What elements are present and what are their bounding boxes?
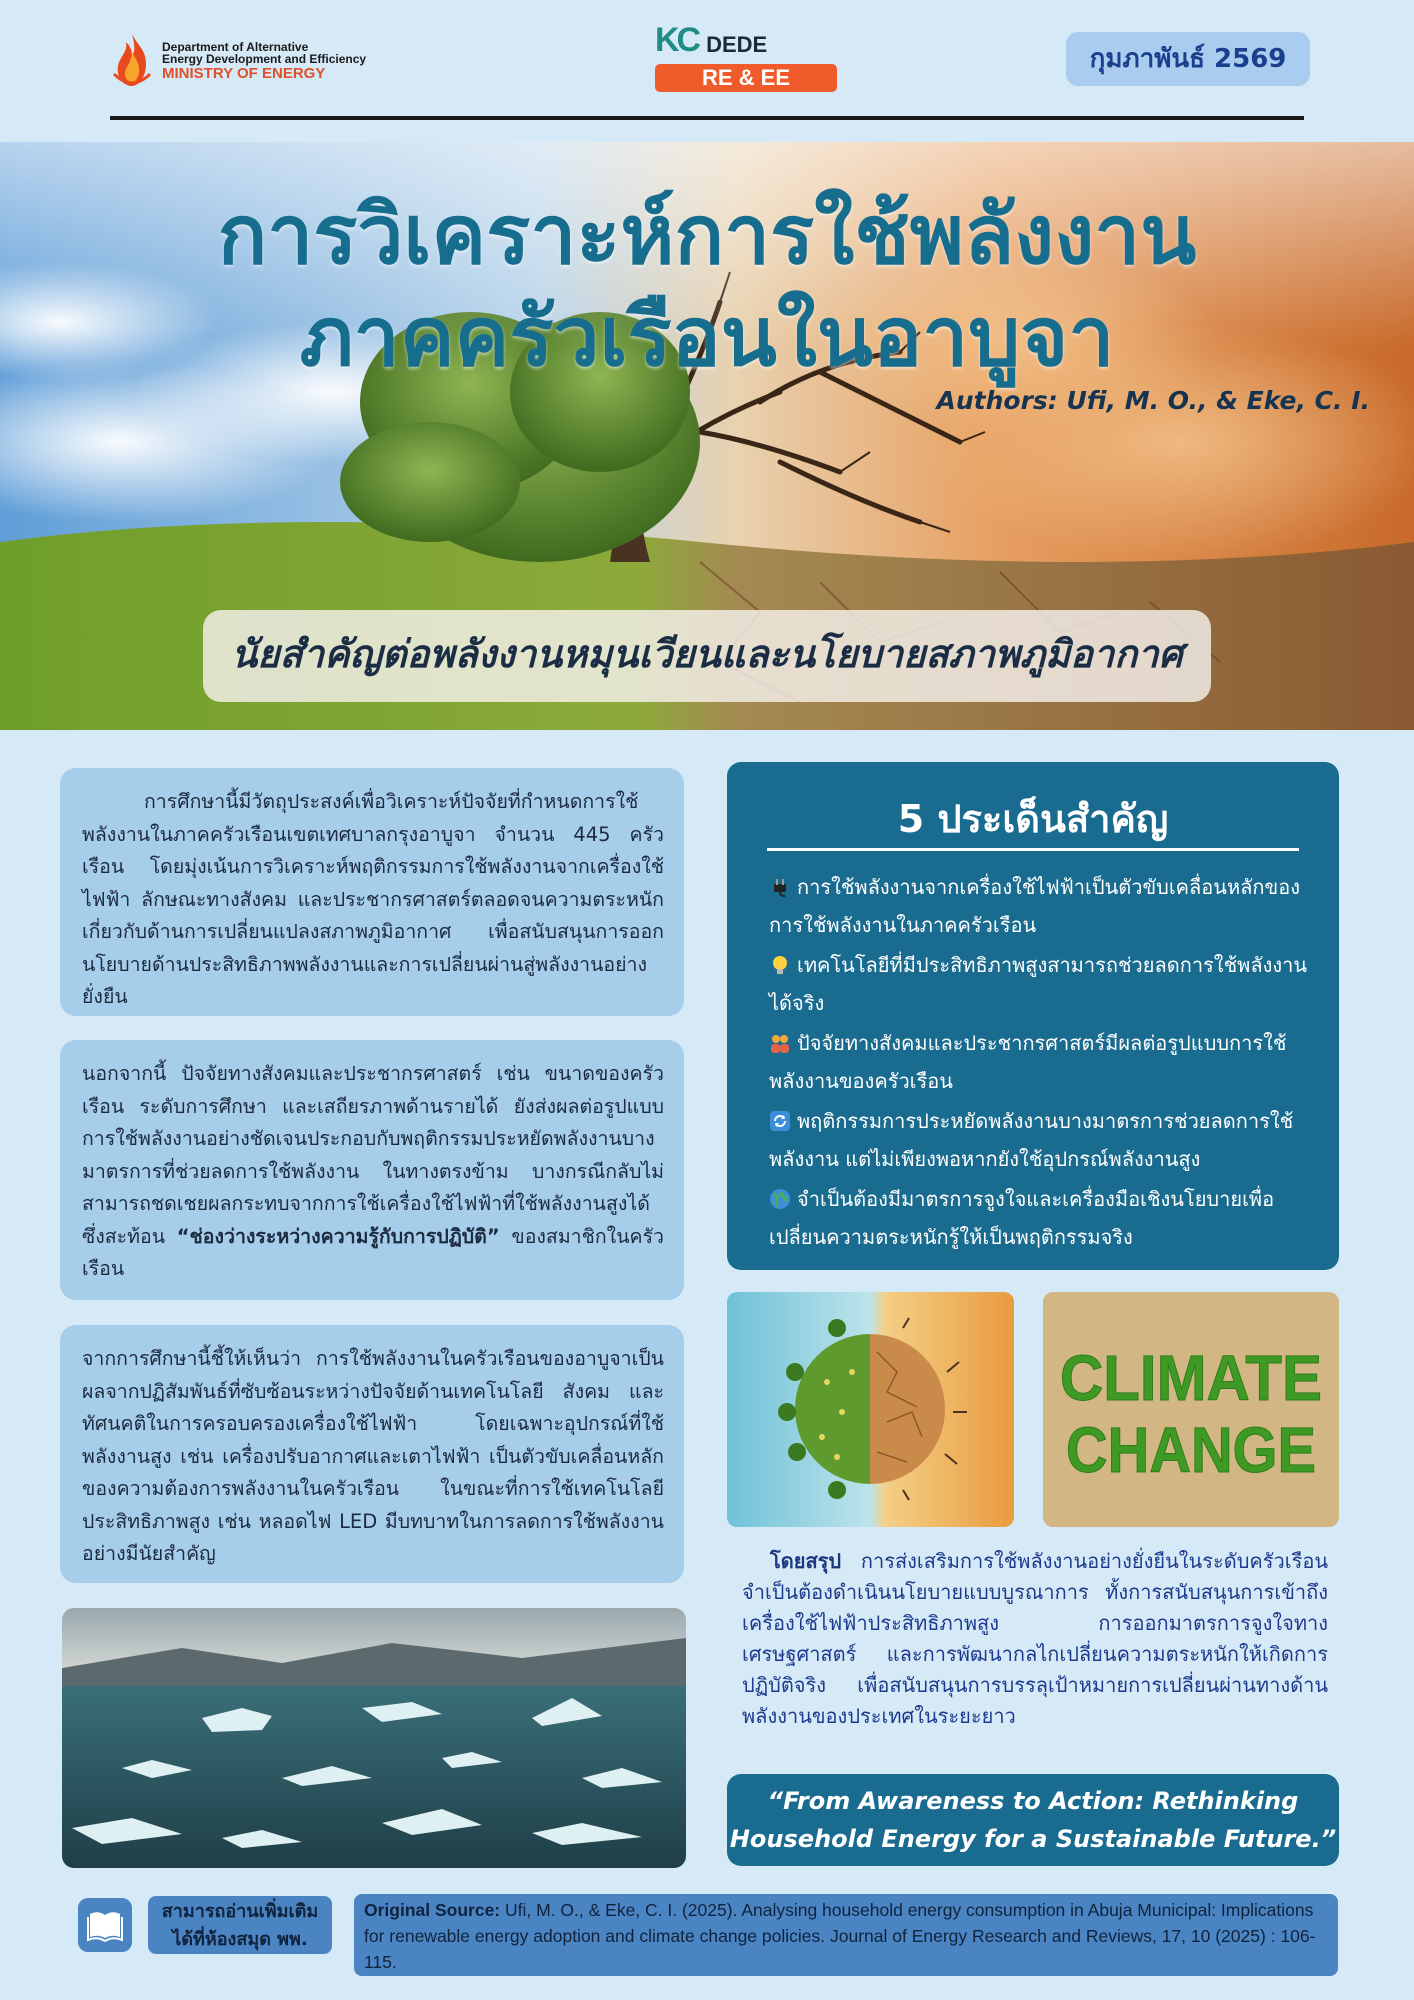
- issue-date-badge: กุมภาพันธ์ 2569: [1066, 32, 1310, 86]
- source-text: Ufi, M. O., & Eke, C. I. (2025). Analysing household energy consumption in Abuja Municipal: Implications for renewable energy adoption and climate change policies. Journal of Energy Research and Reviews, 17, 10 (2025) : 106-115.: [364, 1900, 1316, 1972]
- half-green-half-dry-globe-photo: [727, 1292, 1014, 1527]
- people-icon: [769, 1032, 791, 1054]
- social-factors-text: นอกจากนี้ ปัจจัยทางสังคมและประชากรศาสตร์ เช่น ขนาดของครัวเรือน ระดับการศึกษา และเสถียรภาพด้านรายได้ ยังส่งผลต่อรูปแบบการใช้พลังงานอย่างชัดเจนประกอบกับพฤติกรรมประหยัดพลังงานบางมาตรการที่ช่วยลดการใช้พลังงาน ในทางตรงข้าม บางกรณีกลับไม่สามารถชดเชยผลกระทบจากการใช้เครื่องใช้ไฟฟ้าที่ใช้พลังงานสูงได้ซึ่งสะท้อน: [82, 1062, 664, 1248]
- key-point-5: [769, 1180, 1317, 1256]
- key-points-list: [769, 868, 1317, 1258]
- melting-glacier-photo: [62, 1608, 686, 1868]
- knowledge-practice-gap-quote: “ช่องว่างระหว่างความรู้กับการปฏิบัติ”: [176, 1224, 500, 1248]
- department-name-line2: Energy Development and Efficiency: [162, 52, 367, 67]
- intro-paragraph: การศึกษานี้มีวัตถุประสงค์เพื่อวิเคราะห์ปัจจัยที่กำหนดการใช้พลังงานในภาคครัวเรือนเขตเทศบาลกรุงอาบูจา จำนวน 445 ครัวเรือน โดยมุ่งเน้นการวิเคราะห์พฤติกรรมการใช้พลังงานจากเครื่องใช้ไฟฟ้า ลักษณะทางสังคม และประชากรศาสตร์ตลอดจนความตระหนักเกี่ยวกับด้านการเปลี่ยนแปลงสภาพภูมิอากาศ เพื่อสนับสนุนการออกนโยบายด้านประสิทธิภาพพลังงานและการเปลี่ยนผ่านสู่พลังงานอย่างยั่งยืน: [82, 790, 664, 1008]
- main-title-line1: การวิเคราะห์การใช้พลังงาน: [217, 188, 1197, 283]
- source-label: Original Source:: [364, 1900, 501, 1920]
- closing-quote-line2: Household Energy for a Sustainable Future.”: [729, 1825, 1337, 1853]
- social-factors-paragraph: [82, 1058, 664, 1286]
- library-note-line2: ได้ที่ห้องสมุด พพ.: [172, 1929, 308, 1950]
- globe-icon: [769, 1188, 791, 1210]
- climate-change-cardboard-photo: [1043, 1292, 1339, 1527]
- key-points-title: 5 ประเด็นสำคัญ: [897, 797, 1169, 841]
- climate-word: CLIMATE: [1060, 1342, 1322, 1414]
- key-point-2: [769, 946, 1317, 1022]
- conclusion: [742, 1546, 1328, 1732]
- cycle-icon: [769, 1110, 791, 1132]
- change-word: CHANGE: [1066, 1414, 1316, 1486]
- subtitle-banner: นัยสำคัญต่อพลังงานหมุนเวียนและนโยบายสภาพภูมิอากาศ: [203, 610, 1211, 702]
- department-name-line1: Department of Alternative: [162, 39, 309, 54]
- conclusion-lead: โดยสรุป: [770, 1549, 842, 1573]
- social-factors-box: [60, 1040, 684, 1300]
- social-factors-tail: ของสมาชิกในครัวเรือน: [82, 1224, 664, 1280]
- dede-logo-text: DEDE: [706, 32, 768, 57]
- closing-quote-box: [727, 1774, 1339, 1866]
- key-point-1-text: การใช้พลังงานจากเครื่องใช้ไฟฟ้าเป็นตัวขับเคลื่อนหลักของการใช้พลังงานในภาคครัวเรือน: [769, 875, 1300, 937]
- closing-quote-line1: “From Awareness to Action: Rethinking: [767, 1787, 1299, 1815]
- key-point-3-text: ปัจจัยทางสังคมและประชากรศาสตร์มีผลต่อรูปแบบการใช้พลังงานของครัวเรือน: [769, 1031, 1287, 1093]
- re-ee-badge: RE & EE: [655, 64, 837, 92]
- hero-banner: [0, 142, 1414, 730]
- authors: Authors: Ufi, M. O., & Eke, C. I.: [936, 386, 1370, 415]
- conclusion-text: การส่งเสริมการใช้พลังงานอย่างยั่งยืนในระดับครัวเรือนจำเป็นต้องดำเนินนโยบายแบบบูรณาการ ทั้งการสนับสนุนการเข้าถึงเครื่องใช้ไฟฟ้าประสิทธิภาพสูง การออกมาตรการจูงใจทางเศรษฐศาสตร์ และการพัฒนากลไกเปลี่ยนความตระหนักให้เกิดการปฏิบัติจริง เพื่อสนับสนุนการบรรลุเป้าหมายการเปลี่ยนผ่านทางด้านพลังงานของประเทศในระยะยาว: [742, 1549, 1328, 1728]
- findings-paragraph: จากการศึกษานี้ชี้ให้เห็นว่า การใช้พลังงานในครัวเรือนของอาบูจาเป็นผลจากปฏิสัมพันธ์ที่ซับซ้อนระหว่างปัจจัยด้านเทคโนโลยี สังคม และทัศนคติในการครอบครองเครื่องใช้ไฟฟ้า โดยเฉพาะอุปกรณ์ที่ใช้พลังงานสูง เช่น เครื่องปรับอากาศและเตาไฟฟ้า เป็นตัวขับเคลื่อนหลักของความต้องการพลังงานในครัวเรือน ในขณะที่การใช้เทคโนโลยีประสิทธิภาพสูง เช่น หลอดไฟ LED มีบทบาทในการลดการใช้พลังงานอย่างมีนัยสำคัญ: [82, 1347, 664, 1565]
- key-point-5-text: จำเป็นต้องมีมาตรการจูงใจและเครื่องมือเชิงนโยบายเพื่อเปลี่ยนความตระหนักรู้ให้เป็นพฤติกรรมจริง: [769, 1187, 1275, 1249]
- flame-icon: [110, 32, 154, 90]
- main-title-line2: ภาคครัวเรือนในอาบูจา: [299, 290, 1115, 385]
- key-point-2-text: เทคโนโลยีที่มีประสิทธิภาพสูงสามารถช่วยลดการใช้พลังงานได้จริง: [769, 953, 1308, 1015]
- key-points-divider: [767, 848, 1299, 851]
- library-note-line1: สามารถอ่านเพิ่มเติม: [161, 1901, 319, 1922]
- department-name: [162, 41, 366, 82]
- conclusion-paragraph: [742, 1546, 1328, 1732]
- key-points-panel: [727, 762, 1339, 1270]
- kc-logo-text: KC: [655, 21, 699, 59]
- key-point-1: [769, 868, 1317, 944]
- original-source-citation: [354, 1894, 1338, 1976]
- lightbulb-icon: [769, 954, 791, 976]
- library-note: [148, 1896, 332, 1954]
- key-point-4-text: พฤติกรรมการประหยัดพลังงานบางมาตรการช่วยลดการใช้พลังงาน แต่ไม่เพียงพอหากยังใช้อุปกรณ์พลังงานสูง: [769, 1109, 1294, 1171]
- book-icon: [78, 1898, 132, 1952]
- kc-dede-logo: [655, 21, 840, 96]
- intro-paragraph-box: [60, 768, 684, 1016]
- key-point-4: [769, 1102, 1317, 1178]
- plug-icon: [769, 876, 791, 898]
- department-logo: [110, 30, 430, 92]
- ministry-name: MINISTRY OF ENERGY: [162, 64, 326, 82]
- key-point-3: [769, 1024, 1317, 1100]
- header-divider: [110, 116, 1304, 120]
- findings-box: [60, 1325, 684, 1583]
